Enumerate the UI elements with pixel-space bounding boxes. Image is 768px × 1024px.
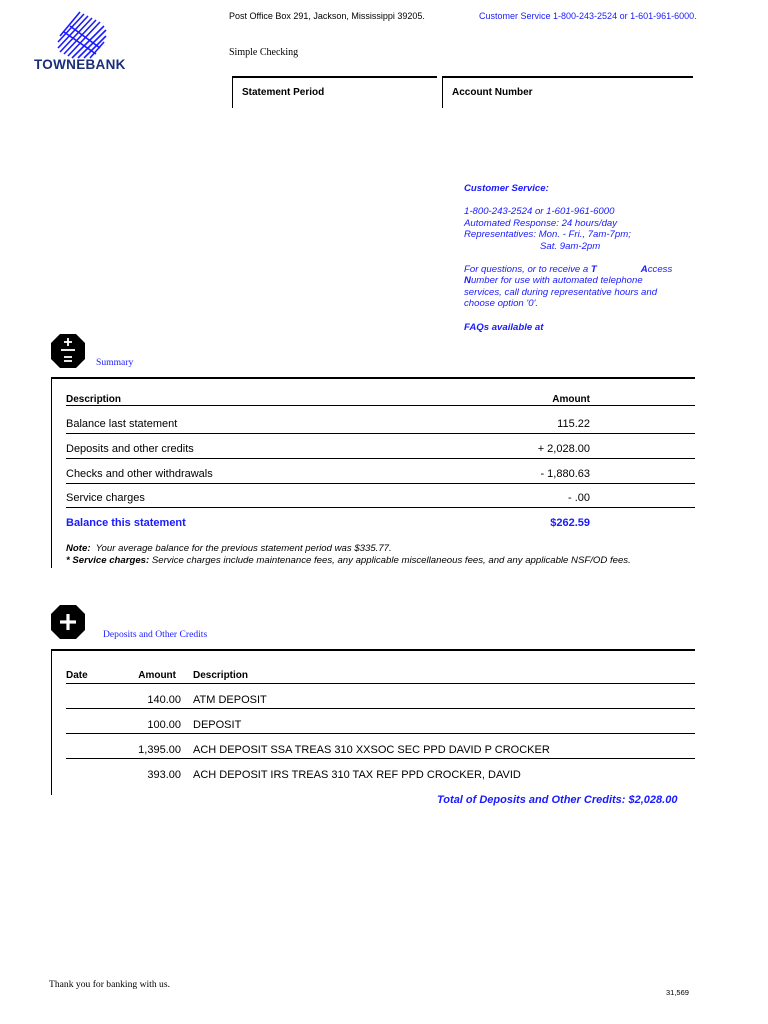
service-charges-label: * Service charges: (66, 555, 150, 566)
cs-phone: 1-800-243-2524 or 1-601-961-6000 (464, 206, 615, 218)
summary-row-label: Deposits and other credits (66, 443, 194, 455)
bank-address: Post Office Box 291, Jackson, Mississippi 39205. (229, 11, 425, 21)
cs-title: Customer Service: (464, 183, 549, 194)
account-type: Simple Checking (229, 47, 299, 58)
summary-row-amount: - 1,880.63 (540, 468, 590, 480)
footer-code: 31,569 (666, 988, 689, 997)
note-label: Note: (66, 543, 91, 554)
footer-thanks: Thank you for banking with us. (49, 979, 170, 990)
summary-row-label: Balance last statement (66, 418, 178, 430)
deposit-amount: 100.00 (147, 719, 181, 731)
deposits-header-rule (66, 683, 695, 684)
deposits-title: Deposits and Other Credits (103, 629, 208, 640)
deposits-total: Total of Deposits and Other Credits: $2,028.00 (437, 794, 678, 806)
bank-name: TOWNEBANK (34, 57, 126, 72)
summary-col-amount: Amount (552, 394, 590, 405)
cs-questions-pre: For questions, or to receive a (464, 264, 591, 276)
summary-row-amount: + 2,028.00 (537, 443, 590, 455)
plus-icon (50, 604, 86, 640)
deposits-col-date: Date (66, 670, 88, 681)
deposit-description: ATM DEPOSIT (193, 694, 267, 706)
summary-row-label: Checks and other withdrawals (66, 468, 213, 480)
service-charges-text: Service charges include maintenance fees, any applicable miscellaneous fees, and any applicable NSF/OD fees. (151, 555, 631, 566)
summary-top-rule (51, 377, 695, 379)
deposit-description: ACH DEPOSIT SSA TREAS 310 XXSOC SEC PPD DAVID P CROCKER (193, 744, 550, 756)
statement-period-box (232, 76, 437, 108)
balance-this-statement-label: Balance this statement (66, 517, 186, 529)
summary-row-amount: 115.22 (557, 418, 590, 430)
cs-ccess: ccess (647, 264, 673, 276)
deposit-row-rule (66, 708, 695, 709)
summary-col-description: Description (66, 394, 122, 405)
summary-row-rule (66, 483, 695, 484)
balance-this-statement-amount: $262.59 (550, 517, 590, 529)
deposit-row-rule (66, 758, 695, 759)
cs-questions-post: umber for use with automated telephone services, call during representative hours and choose option '0'. (464, 275, 658, 310)
customer-service-block (464, 183, 704, 345)
account-number-label: Account Number (452, 87, 533, 98)
deposit-amount: 393.00 (147, 769, 181, 781)
summary-row-rule (66, 507, 695, 508)
summary-row-amount: - .00 (567, 492, 590, 504)
summary-row-label: Service charges (66, 492, 145, 504)
deposits-top-rule (51, 649, 695, 651)
summary-title: Summary (96, 357, 134, 368)
cs-saturday: Sat. 9am-2pm (540, 240, 601, 252)
deposit-description: DEPOSIT (193, 719, 242, 731)
townebank-logo (50, 8, 112, 60)
deposits-col-amount: Amount (138, 670, 176, 681)
deposits-col-description: Description (193, 670, 249, 681)
deposit-amount: 1,395.00 (138, 744, 181, 756)
cs-faqs: FAQs available at (464, 321, 544, 333)
summary-note (66, 543, 631, 567)
cs-n-letter: N (464, 275, 471, 287)
summary-row-rule (66, 433, 695, 434)
deposit-amount: 140.00 (147, 694, 181, 706)
note-text: Your average balance for the previous statement period was $335.77. (95, 543, 392, 554)
cs-t-letter: T (590, 264, 597, 276)
statement-period-label: Statement Period (242, 87, 325, 98)
account-number-box (442, 76, 693, 108)
deposits-left-rule (51, 650, 52, 795)
cs-a-letter: A (640, 264, 648, 276)
deposit-description: ACH DEPOSIT IRS TREAS 310 TAX REF PPD CROCKER, DAVID (193, 769, 521, 781)
cs-reps: Representatives: Mon. - Fri., 7am-7pm; (464, 229, 631, 241)
summary-header-rule (66, 405, 695, 406)
summary-row-rule (66, 458, 695, 459)
plus-minus-equals-icon (50, 333, 86, 369)
summary-left-rule (51, 378, 52, 568)
deposit-row-rule (66, 733, 695, 734)
cs-automated: Automated Response: 24 hours/day (464, 217, 618, 229)
customer-service-header: Customer Service 1-800-243-2524 or 1-601-961-6000. (479, 11, 697, 21)
